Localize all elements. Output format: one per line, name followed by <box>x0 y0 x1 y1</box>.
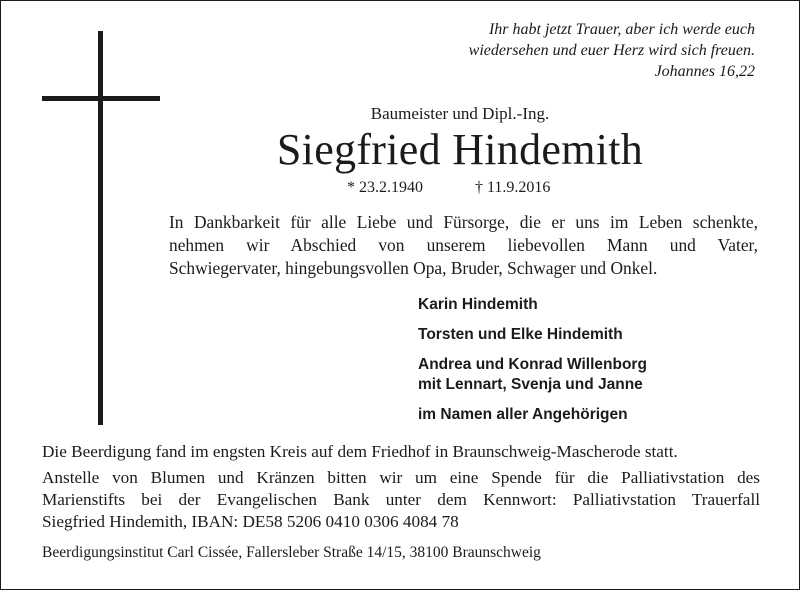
birth-date: * 23.2.1940 <box>347 179 423 196</box>
signer: Torsten und Elke Hindemith <box>418 326 623 343</box>
bible-verse <box>385 19 755 82</box>
title-prefix: Baumeister und Dipl.-Ing. <box>370 104 550 123</box>
donation-line: Anstelle von Blumen und Kränzen bitten wir um eine Spende für die Palliativstation des <box>42 468 760 487</box>
intro-line: nehmen wir Abschied von unserem liebevollen Mann und Vater, <box>169 235 758 255</box>
signer: Karin Hindemith <box>418 296 538 313</box>
cross-icon <box>98 31 103 425</box>
signers-list <box>418 295 768 435</box>
cross-icon-bar <box>42 96 160 101</box>
death-date: † 11.9.2016 <box>475 179 551 196</box>
verse-line: wiedersehen und euer Herz wird sich freuen. <box>468 42 755 59</box>
deceased-name: Siegfried Hindemith <box>276 125 644 174</box>
verse-reference: Johannes 16,22 <box>654 63 755 80</box>
donation-note <box>42 467 760 533</box>
donation-line: Siegfried Hindemith, IBAN: DE58 5206 0410 0306 4084 78 <box>42 512 459 531</box>
signer-children: mit Lennart, Svenja und Janne <box>418 376 643 393</box>
signer: im Namen aller Angehörigen <box>418 406 628 423</box>
donation-line: Marienstifts bei der Evangelischen Bank unter dem Kennwort: Palliativstation Trauerfall <box>42 490 760 509</box>
intro-text <box>169 211 758 280</box>
life-dates <box>347 179 550 197</box>
signer: Andrea und Konrad Willenborg <box>418 356 647 373</box>
intro-line: In Dankbarkeit für alle Liebe und Fürsorge, die er uns im Leben schenkte, <box>169 212 758 232</box>
verse-line: Ihr habt jetzt Trauer, aber ich werde euch <box>488 21 755 38</box>
funeral-director: Beerdigungsinstitut Carl Cissée, Fallersleber Straße 14/15, 38100 Braunschweig <box>42 544 541 561</box>
funeral-note: Die Beerdigung fand im engsten Kreis auf dem Friedhof in Braunschweig-Mascherode statt. <box>42 442 678 461</box>
intro-line: Schwiegervater, hingebungsvollen Opa, Bruder, Schwager und Onkel. <box>169 258 658 278</box>
